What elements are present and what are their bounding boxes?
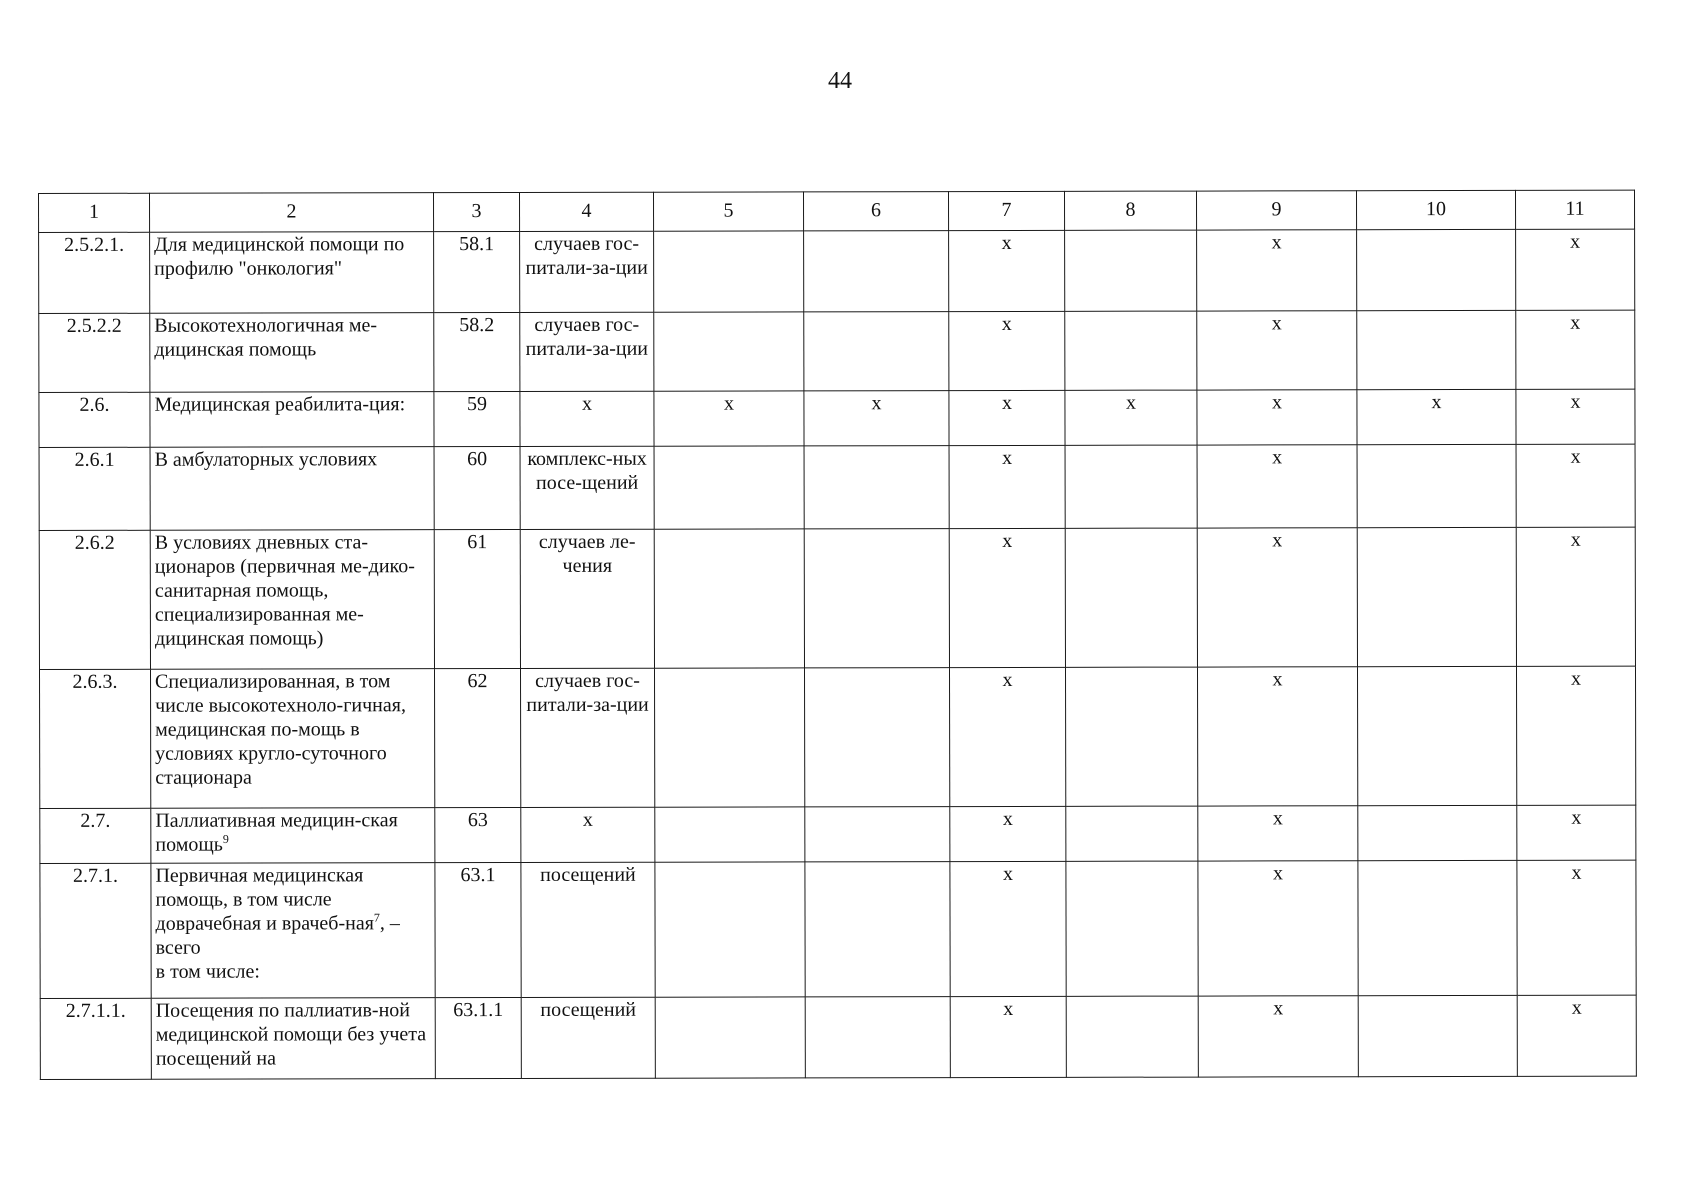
row-unit: случаев ле-чения [520,529,654,668]
row-unit: комплекс-ных посе-щений [520,446,654,529]
cell-col-7: х [949,667,1065,806]
row-number: 2.5.2.1. [39,232,150,313]
row-number: 2.5.2.2 [39,313,150,392]
cell-col-8 [1065,230,1197,311]
row-number: 2.7.1. [40,863,151,998]
cell-col-9: х [1197,667,1357,806]
cell-col-8 [1066,806,1198,861]
footnote-marker: 7 [373,910,380,925]
row-unit: посещений [521,997,655,1078]
cell-col-10: х [1357,389,1516,444]
table-row [40,805,1636,863]
row-name: Первичная медицинская помощь, в том числе доврачебная и врачеб-ная [155,864,374,935]
cell-col-5: х [654,391,804,446]
cell-col-9: х [1198,996,1358,1077]
row-unit: х [520,391,654,446]
header-row [39,190,1635,232]
cell-col-7: х [949,390,1065,445]
row-number: 2.6.1 [39,447,150,530]
table-row [39,229,1635,313]
cell-col-5 [654,231,804,312]
cell-col-6 [804,446,949,529]
cell-col-8 [1065,528,1197,667]
cell-col-10 [1357,310,1516,389]
header-cell: 7 [948,191,1064,230]
cell-col-11: х [1516,389,1635,444]
cell-col-7: х [949,311,1065,390]
cell-col-10 [1358,805,1517,860]
table-row [39,527,1635,669]
cell-col-11: х [1516,229,1635,310]
cell-col-9: х [1197,311,1357,390]
table-row [39,444,1635,530]
page-number: 44 [828,68,852,94]
row-unit: случаев гос-питали-за-ции [520,231,654,312]
row-name-tail: , – всего [155,912,400,959]
header-cell: 1 [39,193,150,232]
cell-col-6 [804,231,949,312]
cell-col-10 [1357,666,1516,805]
row-code: 61 [434,529,520,668]
header-cell: 5 [653,192,803,231]
cell-col-6 [804,668,949,807]
row-code: 58.1 [434,231,520,312]
header-cell: 10 [1356,190,1515,229]
cell-col-9: х [1197,528,1357,667]
row-code: 63 [435,807,521,862]
row-unit: посещений [521,862,655,997]
cell-col-9: х [1197,230,1357,311]
row-name: Специализированная, в том числе высокотехноло-гичная, медицинская по-мощь в условиях кругло-суточного стационара [150,669,434,809]
cell-col-7: х [950,806,1066,861]
cell-col-7: х [949,528,1065,667]
row-code: 58.2 [434,312,520,391]
table-row [40,860,1636,998]
cell-col-10 [1357,527,1516,666]
row-number: 2.6.2 [39,530,150,669]
cell-col-5 [655,997,805,1078]
cell-col-11: х [1516,310,1635,389]
row-unit: х [521,807,655,862]
cell-col-10 [1357,229,1516,310]
row-number: 2.6.3. [39,669,150,808]
cell-col-5 [654,446,804,529]
row-name: В условиях дневных ста-ционаров (первичная ме-дико-санитарная помощь, специализированная ме-дицинская помощь) [150,530,434,670]
cell-col-6 [804,529,949,668]
row-code: 63.1.1 [435,997,521,1078]
cell-col-11: х [1517,805,1636,860]
row-code: 60 [434,446,520,529]
row-name: Посещения по паллиатив-ной медицинской помощи без учета посещений на [151,998,435,1080]
row-name-cell [151,863,435,999]
cell-col-11: х [1517,860,1636,995]
cell-col-6: х [804,391,949,446]
row-name: Медицинская реабилита-ция: [150,392,434,448]
data-table [38,190,1637,1080]
row-name-cell [151,808,435,864]
cell-col-8: х [1065,390,1197,445]
row-code: 62 [434,668,520,807]
cell-col-10 [1357,444,1516,527]
row-unit: случаев гос-питали-за-ции [520,312,654,391]
cell-col-8 [1066,996,1198,1077]
header-cell: 2 [150,193,434,233]
table-row [39,389,1635,447]
cell-col-6 [805,997,950,1078]
cell-col-6 [805,862,950,997]
cell-col-11: х [1516,444,1635,527]
header-cell: 8 [1064,191,1196,230]
cell-col-8 [1066,861,1198,996]
header-cell: 3 [434,192,520,231]
row-name-tail-2: в том числе: [155,960,260,983]
row-code: 59 [434,391,520,446]
cell-col-5 [654,668,804,807]
cell-col-11: х [1516,666,1635,805]
footnote-marker: 9 [222,831,229,846]
table-row [39,310,1635,392]
cell-col-8 [1065,311,1197,390]
cell-col-9: х [1197,445,1357,528]
cell-col-10 [1358,995,1517,1076]
row-unit: случаев гос-питали-за-ции [520,668,654,807]
cell-col-9: х [1198,806,1358,861]
header-cell: 4 [520,192,654,231]
cell-col-7: х [950,996,1066,1077]
cell-col-7: х [949,230,1065,311]
header-cell: 6 [803,192,948,231]
cell-col-5 [654,312,804,391]
row-name: В амбулаторных условиях [150,447,434,531]
cell-col-11: х [1516,527,1635,666]
row-code: 63.1 [435,862,521,997]
cell-col-8 [1065,667,1197,806]
cell-col-9: х [1197,390,1357,445]
table-row [40,995,1636,1079]
cell-col-7: х [949,445,1065,528]
cell-col-7: х [950,861,1066,996]
cell-col-8 [1065,445,1197,528]
cell-col-6 [804,312,949,391]
row-name: Высокотехнологичная ме-дицинская помощь [150,313,434,393]
cell-col-5 [655,807,805,862]
row-number: 2.6. [39,392,150,447]
cell-col-10 [1358,860,1517,995]
row-name: Паллиативная медицин-ская помощь [155,809,398,856]
header-cell: 9 [1196,191,1356,230]
row-number: 2.7. [40,808,151,863]
cell-col-6 [805,807,950,862]
cell-col-5 [654,529,804,668]
cell-col-11: х [1517,995,1636,1076]
cell-col-9: х [1198,861,1358,996]
table-row [39,666,1635,808]
row-number: 2.7.1.1. [40,998,151,1079]
row-name: Для медицинской помощи по профилю "онкология" [150,232,434,314]
cell-col-5 [655,862,805,997]
header-cell: 11 [1515,190,1634,229]
